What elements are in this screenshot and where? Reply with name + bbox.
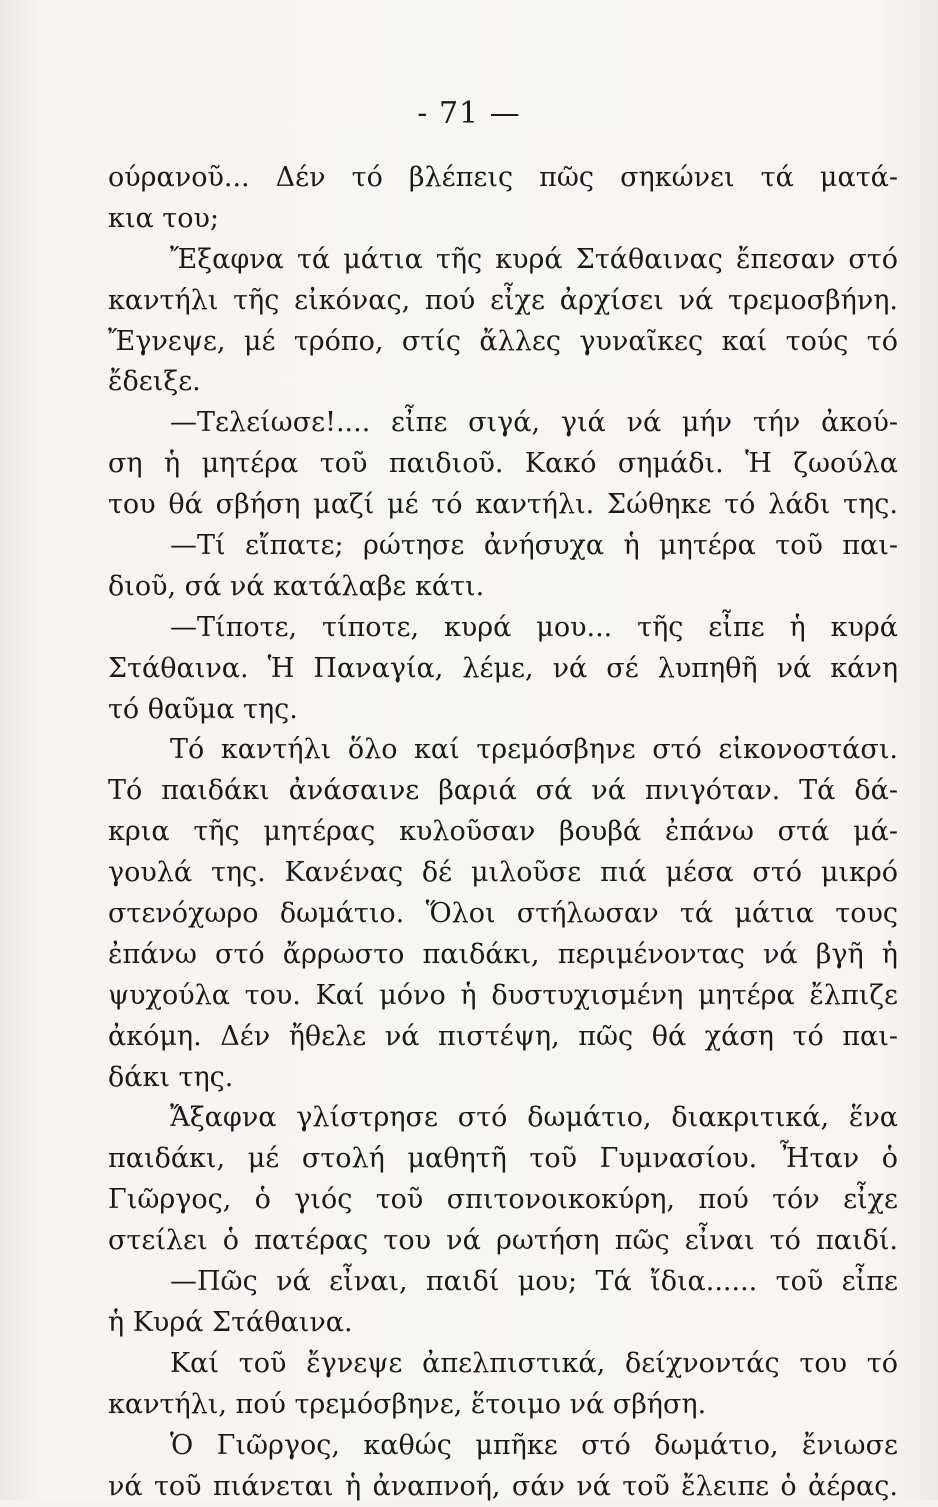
text-line: Ἔγνεψε, μέ τρόπο, στίς ἄλλες γυναῖκες καί τούς τό [108,322,898,363]
text-line: —Τίποτε, τίποτε, κυρά μου... τῆς εἶπε ἡ κυρά [108,608,898,649]
text-line: —Πῶς νά εἶναι, παιδί μου; Τά ἴδια...... τοῦ εἶπε [108,1262,898,1303]
text-line: Ἔξαφνα τά μάτια τῆς κυρά Στάθαινας ἔπεσαν στό [108,240,898,281]
text-line: κρια τῆς μητέρας κυλοῦσαν βουβά ἐπάνω στά μά- [108,812,898,853]
text-line: Τό παιδάκι ἀνάσαινε βαριά σά νά πνιγόταν. Τά δά- [108,771,898,812]
text-line: ση ἡ μητέρα τοῦ παιδιοῦ. Κακό σημάδι. Ἡ ζωούλα [108,444,898,485]
text-line: —Τελείωσε!.... εἶπε σιγά, γιά νά μήν τήν ἀκού- [108,403,898,444]
text-line: Γιῶργος, ὁ γιός τοῦ σπιτονοικοκύρη, πού τόν εἶχε [108,1180,898,1221]
body-text [108,158,898,1507]
text-line: Ἄξαφνα γλίστρησε στό δωμάτιο, διακριτικά, ἕνα [108,1098,898,1139]
text-line: ψυχούλα του. Καί μόνο ἡ δυστυχισμένη μητέρα ἔλπιζε [108,976,898,1017]
text-line: ἡ Κυρά Στάθαινα. [108,1303,898,1344]
text-line: —Τί εἴπατε; ρώτησε ἀνήσυχα ἡ μητέρα τοῦ παι- [108,526,898,567]
text-line: ἀκόμη. Δέν ἤθελε νά πιστέψη, πῶς θά χάση τό παι- [108,1017,898,1058]
text-line: τό θαῦμα της. [108,690,898,731]
text-line: διοῦ, σά νά κατάλαβε κάτι. [108,567,898,608]
text-line: καντήλι τῆς εἰκόνας, πού εἶχε ἀρχίσει νά τρεμοσβήνη. [108,281,898,322]
text-line: Ὁ Γιῶργος, καθώς μπῆκε στό δωμάτιο, ἔνιωσε [108,1426,898,1467]
text-line: στείλει ὁ πατέρας του νά ρωτήση πῶς εἶναι τό παιδί. [108,1221,898,1262]
text-line: Τό καντήλι ὅλο καί τρεμόσβηνε στό εἰκονοστάσι. [108,730,898,771]
text-line: παιδάκι, μέ στολή μαθητῆ τοῦ Γυμνασίου. Ἦταν ὁ [108,1139,898,1180]
text-line: του θά σβήση μαζί μέ τό καντήλι. Σώθηκε τό λάδι της. [108,485,898,526]
text-line: γουλά της. Κανένας δέ μιλοῦσε πιά μέσα στό μικρό [108,853,898,894]
text-line: νά τοῦ πιάνεται ἡ ἀναπνοή, σάν νά τοῦ ἔλειπε ὁ ἀέρας. [108,1467,898,1507]
text-line: στενόχωρο δωμάτιο. Ὅλοι στήλωσαν τά μάτια τους [108,894,898,935]
page-number: - 71 — [0,96,938,131]
text-line: ἔδειξε. [108,362,898,403]
text-line: δάκι της. [108,1058,898,1099]
text-line: ἐπάνω στό ἄρρωστο παιδάκι, περιμένοντας νά βγῆ ἡ [108,935,898,976]
text-line: Καί τοῦ ἔγνεψε ἀπελπιστικά, δείχνοντάς του τό [108,1344,898,1385]
text-line: καντήλι, πού τρεμόσβηνε, ἕτοιμο νά σβήση. [108,1385,898,1426]
text-line: Στάθαινα. Ἡ Παναγία, λέμε, νά σέ λυπηθῆ νά κάνη [108,649,898,690]
text-line: ούρανοῦ... Δέν τό βλέπεις πῶς σηκώνει τά ματά- [108,158,898,199]
text-line: κια του; [108,199,898,240]
